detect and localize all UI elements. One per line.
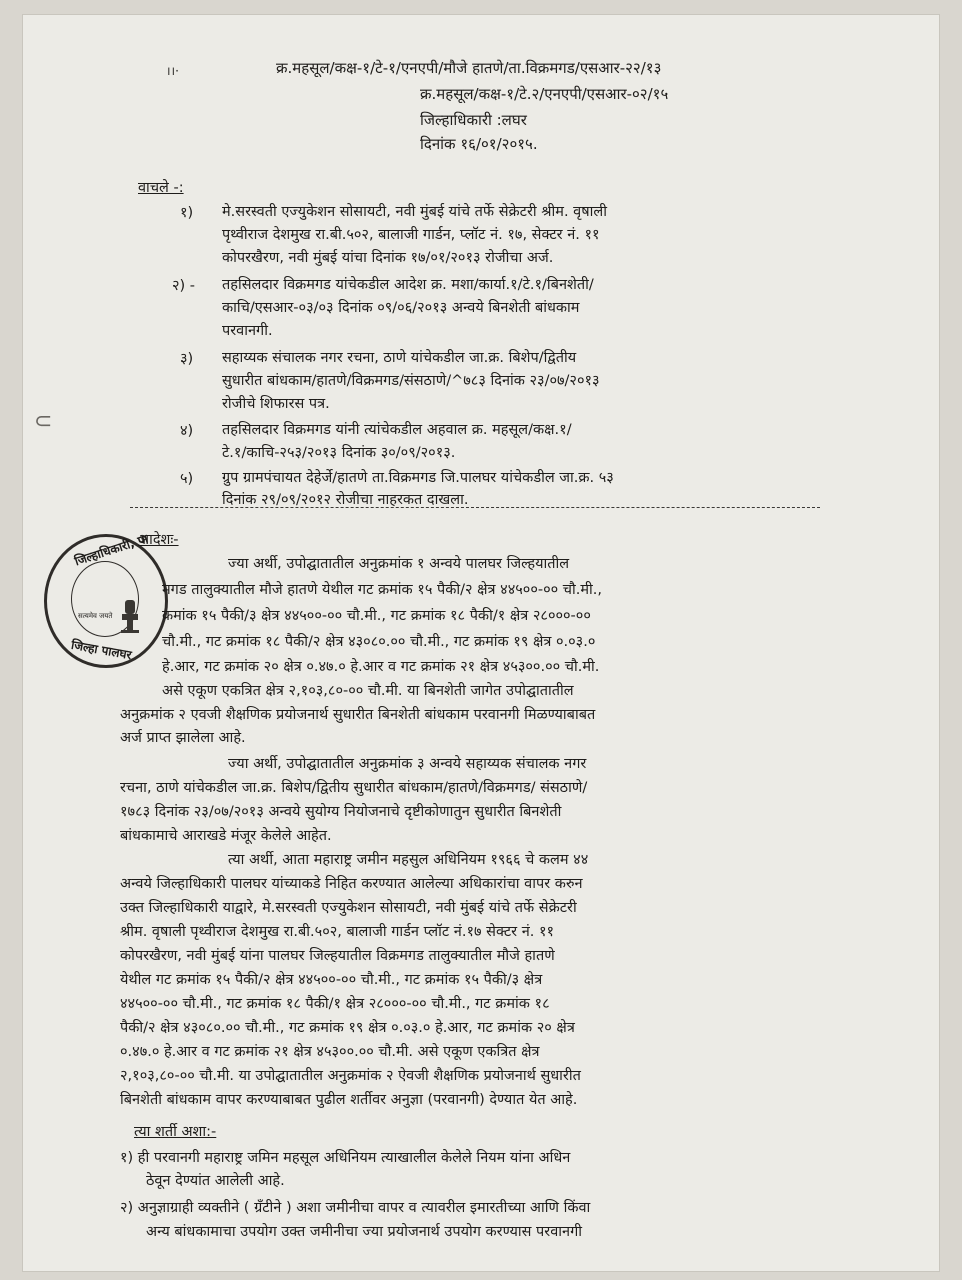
order-para3-line: पैकी/२ क्षेत्र ४३०८०.०० चौ.मी., गट क्रमांक १९ क्षेत्र ०.०३.० हे.आर, गट क्रमांक २० क्षेत्र — [120, 1020, 575, 1036]
condition-line: ठेवून देण्यांत आलेली आहे. — [146, 1173, 285, 1189]
ref-number: १) — [180, 205, 194, 221]
order-para1-line: हे.आर, गट क्रमांक २० क्षेत्र ०.४७.० हे.आर व गट क्रमांक २१ क्षेत्र ४५३००.०० चौ.मी. — [162, 659, 600, 675]
national-emblem-icon — [119, 598, 141, 638]
ref-line: ग्रुप ग्रामपंचायत देहेर्जे/हातणे ता.विक्रमगड जि.पालघर यांचेकडील जा.क्र. ५३ — [222, 470, 614, 486]
order-para3-line: त्या अर्थी, आता महाराष्ट्र जमीन महसुल अधिनियम १९६६ चे कलम ४४ — [228, 852, 589, 868]
ref-line: पृथ्वीराज देशमुख रा.बी.५०२, बालाजी गार्डन, प्लॉट नं. १७, सेक्टर नं. ११ — [222, 227, 600, 243]
order-para3-line: येथील गट क्रमांक १५ पैकी/२ क्षेत्र ४४५००-०० चौ.मी., गट क्रमांक १५ पैकी/३ क्षेत्र — [120, 972, 543, 988]
page-mark: ।।· — [166, 64, 179, 78]
ref-number: २) - — [172, 278, 196, 294]
ref-line: रोजीचे शिफारस पत्र. — [222, 396, 330, 412]
ref-line: परवानगी. — [222, 323, 273, 339]
order-para1-line: चौ.मी., गट क्रमांक १८ पैकी/२ क्षेत्र ४३०८०.०० चौ.मी., गट क्रमांक १९ क्षेत्र ०.०३.० — [162, 634, 596, 650]
order-para2-line: ज्या अर्थी, उपोद्घातातील अनुक्रमांक ३ अन्वये सहाय्यक संचालक नगर — [228, 756, 587, 772]
stamp-top-text: जिल्हाधिकारी, पा — [72, 531, 150, 569]
order-para3-line: कोपरखैरण, नवी मुंबई यांना पालघर जिल्हयातील विक्रमगड तालुक्यातील मौजे हातणे — [120, 948, 555, 964]
document-page — [22, 14, 940, 1272]
order-para2-line: बांधकामाचे आराखडे मंजूर केलेले आहेत. — [120, 828, 332, 844]
order-para1-line: असे एकूण एकत्रित क्षेत्र २,१०३,८०-०० चौ.मी. या बिनशेती जागेत उपोद्घातातील — [162, 683, 574, 699]
ref-line: काचि/एसआर-०३/०३ दिनांक ०९/०६/२०१३ अन्वये बिनशेती बांधकाम — [222, 300, 580, 316]
order-heading: आदेशः- — [138, 532, 179, 548]
stamp-inner-ring — [71, 561, 139, 637]
refs-heading: वाचले -: — [138, 180, 184, 196]
order-para2-line: १७८३ दिनांक २३/०७/२०१३ अन्वये सुयोग्य नियोजनाचे दृष्टीकोणातुन सुधारीत बिनशेती — [120, 804, 562, 820]
ref-line: तहसिलदार विक्रमगड यांनी त्यांचेकडील अहवाल क्र. महसूल/कक्ष.१/ — [222, 422, 572, 438]
order-para3-line: २,१०३,८०-०० चौ.मी. या उपोद्घातातील अनुक्रमांक २ ऐवजी शैक्षणिक प्रयोजनार्थ सुधारीत — [120, 1068, 581, 1084]
order-para1-line: अर्ज प्राप्त झालेला आहे. — [120, 730, 246, 746]
conditions-heading: त्या शर्ती अशा:- — [134, 1124, 217, 1140]
ref-line: सहाय्यक संचालक नगर रचना, ठाणे यांचेकडील जा.क्र. बिशेप/द्वितीय — [222, 350, 577, 366]
order-para1-line: मगड तालुक्यातील मौजे हातणे येथील गट क्रमांक १५ पैकी/२ क्षेत्र ४४५००-०० चौ.मी., — [162, 582, 602, 598]
ref-line: मे.सरस्वती एज्युकेशन सोसायटी, नवी मुंबई यांचे तर्फे सेक्रेटरी श्रीम. वृषाली — [222, 204, 607, 220]
order-para3-line: बिनशेती बांधकाम वापर करण्याबाबत पुढील शर्तीवर अनुज्ञा (परवानगी) देण्यात येत आहे. — [120, 1092, 578, 1108]
official-stamp — [44, 531, 168, 668]
ref-line: तहसिलदार विक्रमगड यांचेकडील आदेश क्र. मशा/कार्या.१/टे.१/बिनशेती/ — [222, 277, 594, 293]
condition-line: १) ही परवानगी महाराष्ट्र जमिन महसूल अधिनियम त्याखालील केलेले नियम यांना अधिन — [120, 1150, 571, 1166]
separator-line — [130, 507, 820, 508]
reference-number-1: क्र.महसूल/कक्ष-१/टे-१/एनएपी/मौजे हातणे/ता.विक्रमगड/एसआर-२२/१३ — [276, 59, 662, 77]
reference-number-2: क्र.महसूल/कक्ष-१/टे.२/एनएपी/एसआर-०२/१५ — [420, 85, 669, 103]
ref-line: कोपरखैरण, नवी मुंबई यांचा दिनांक १७/०१/२०१३ रोजीचा अर्ज. — [222, 250, 554, 266]
order-para2-line: रचना, ठाणे यांचेकडील जा.क्र. बिशेप/द्वितीय सुधारीत बांधकाम/हातणे/विक्रमगड/ संसठाणे/ — [120, 780, 588, 796]
office-name: जिल्हाधिकारी :लघर — [420, 111, 527, 129]
margin-mark: ⊂ — [34, 409, 53, 434]
ref-line: दिनांक २९/०९/२०१२ रोजीचा नाहरकत दाखला. — [222, 492, 469, 508]
stamp-motto: सत्यमेव जयते — [78, 612, 113, 620]
ref-line: टे.१/काचि-२५३/२०१३ दिनांक ३०/०९/२०१३. — [222, 445, 456, 461]
order-para3-line: श्रीम. वृषाली पृथ्वीराज देशमुख रा.बी.५०२, बालाजी गार्डन प्लॉट नं.१७ सेक्टर नं. ११ — [120, 924, 555, 940]
order-para3-line: अन्वये जिल्हाधिकारी पालघर यांच्याकडे निहित करण्यात आलेल्या अधिकारांचा वापर करुन — [120, 876, 583, 892]
ref-line: सुधारीत बांधकाम/हातणे/विक्रमगड/संसठाणे/^७८३ दिनांक २३/०७/२०१३ — [222, 373, 600, 389]
ref-number: ४) — [180, 423, 194, 439]
condition-line: अन्य बांधकामाचा उपयोग उक्त जमीनीचा ज्या प्रयोजनार्थ उपयोग करण्यास परवानगी — [146, 1224, 583, 1240]
order-para3-line: उक्त जिल्हाधिकारी याद्वारे, मे.सरस्वती एज्युकेशन सोसायटी, नवी मुंबई यांचे तर्फे सेक्रेटरी — [120, 900, 577, 916]
order-para3-line: ०.४७.० हे.आर व गट क्रमांक २१ क्षेत्र ४५३००.०० चौ.मी. असे एकूण एकत्रित क्षेत्र — [120, 1044, 540, 1060]
order-para1-line: क्रमांक १५ पैकी/३ क्षेत्र ४४५००-०० चौ.मी., गट क्रमांक १८ पैकी/१ क्षेत्र २८०००-०० — [162, 608, 591, 624]
stamp-bottom-text: जिल्हा पालघर — [70, 637, 133, 663]
order-para3-line: ४४५००-०० चौ.मी., गट क्रमांक १८ पैकी/१ क्षेत्र २८०००-०० चौ.मी., गट क्रमांक १८ — [120, 996, 550, 1012]
ref-number: ५) — [180, 471, 194, 487]
order-para1-line: अनुक्रमांक २ एवजी शैक्षणिक प्रयोजनार्थ सुधारीत बिनशेती बांधकाम परवानगी मिळण्याबाबत — [120, 707, 596, 723]
document-date: दिनांक १६/०१/२०१५. — [420, 135, 538, 153]
ref-number: ३) — [180, 351, 194, 367]
order-para1-line: ज्या अर्थी, उपोद्घातातील अनुक्रमांक १ अन्वये पालघर जिल्हयातील — [228, 556, 570, 572]
condition-line: २) अनुज्ञाग्राही व्यक्तीने ( ग्रँटीने ) अशा जमीनीचा वापर व त्यावरील इमारतीच्या आणि किंवा — [120, 1200, 591, 1216]
